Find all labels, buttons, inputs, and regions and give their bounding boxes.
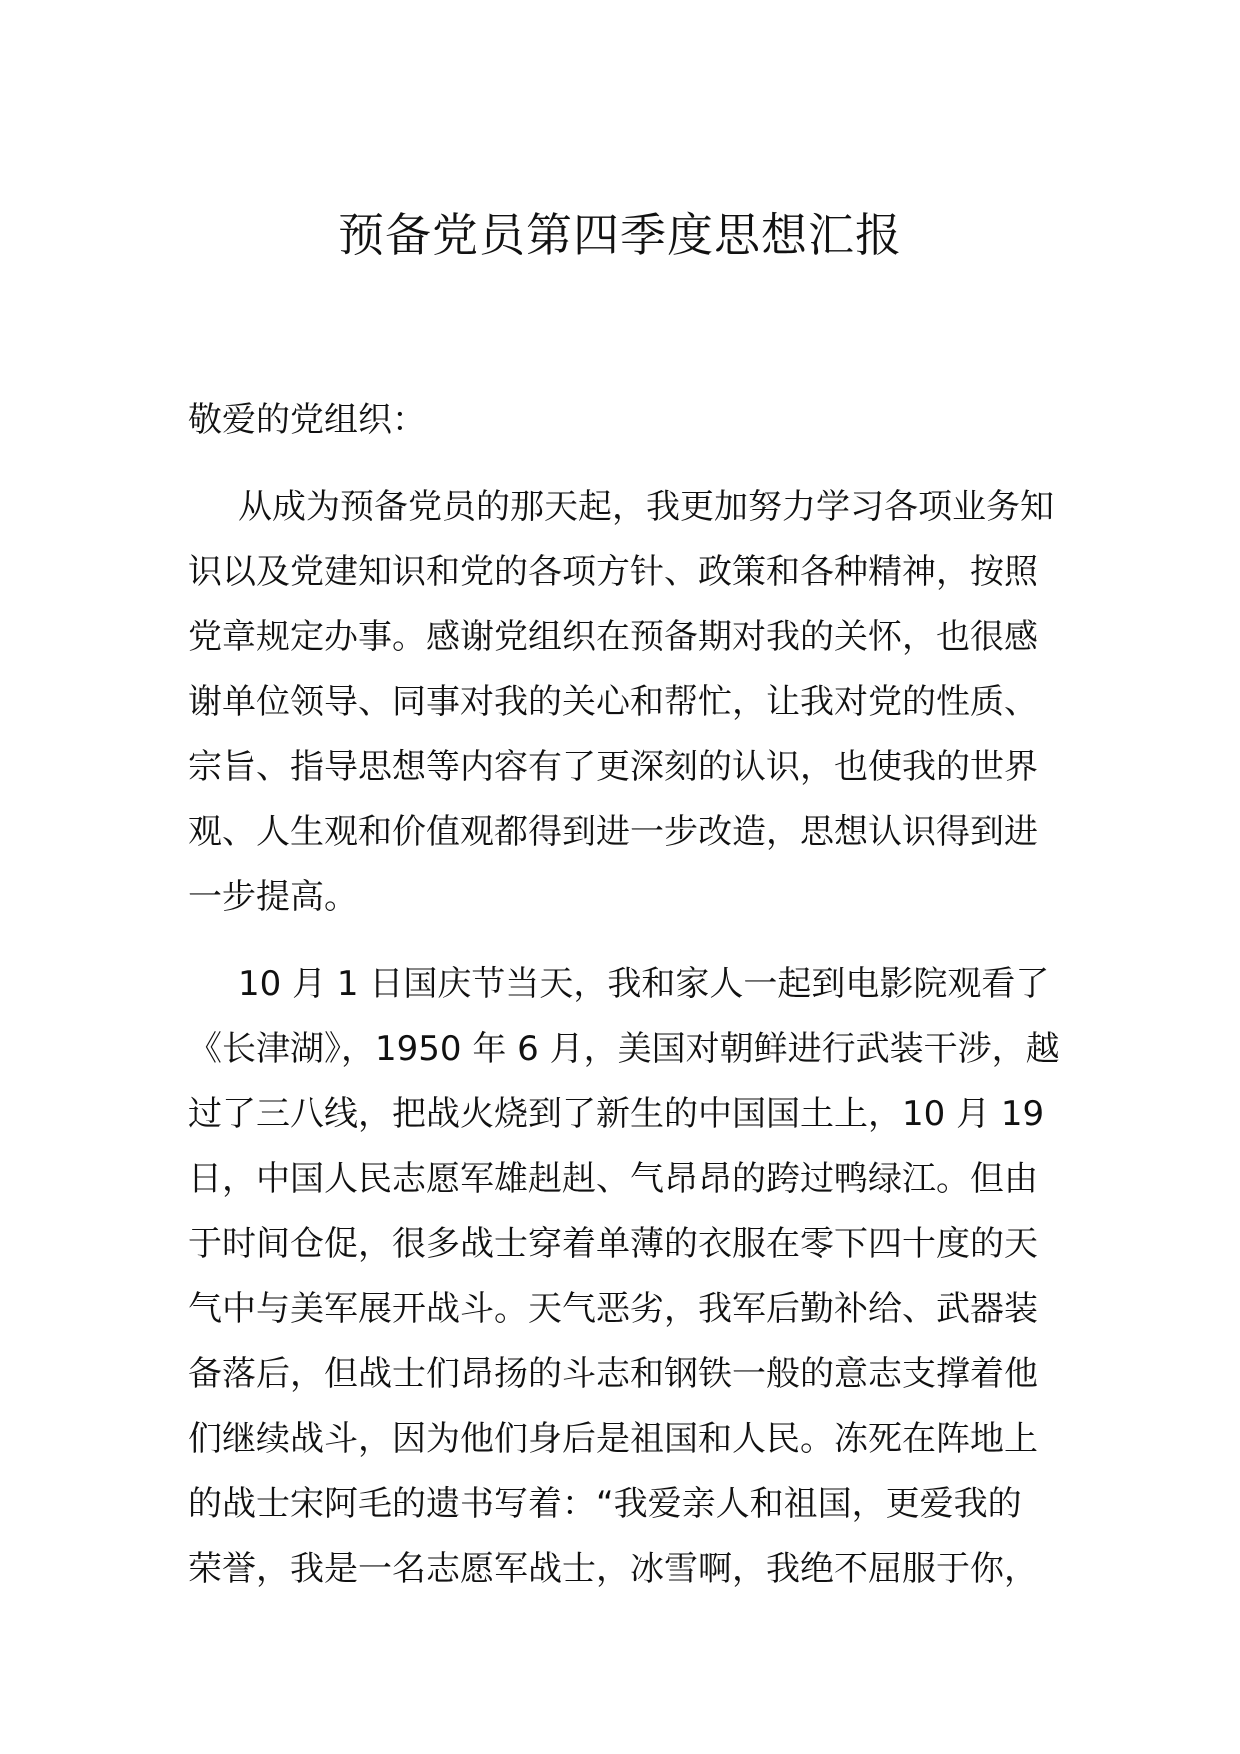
document-body [188, 388, 1058, 1602]
salutation: 敬爱的党组织： [188, 400, 426, 440]
paragraph-line: 备落后，但战士们昂扬的斗志和钢铁一般的意志支撑着他 [188, 1354, 1038, 1394]
paragraph-line: 谢单位领导、同事对我的关心和帮忙，让我对党的性质、 [188, 682, 1038, 722]
paragraph-line: 宗旨、指导思想等内容有了更深刻的认识，也使我的世界 [188, 747, 1038, 787]
paragraph-line: 过了三八线，把战火烧到了新生的中国国土上，10 月 19 [188, 1094, 1045, 1134]
paragraph-line: 《长津湖》，1950 年 6 月，美国对朝鲜进行武装干涉，越 [188, 1029, 1060, 1069]
paragraph-line: 荣誉，我是一名志愿军战士，冰雪啊，我绝不屈服于你， [188, 1549, 1038, 1589]
paragraph-line: 一步提高。 [188, 877, 358, 917]
paragraph-line: 10 月 1 日国庆节当天，我和家人一起到电影院观看了 [238, 964, 1050, 1004]
paragraph-line: 党章规定办事。感谢党组织在预备期对我的关怀，也很感 [188, 617, 1038, 657]
paragraph-line: 识以及党建知识和党的各项方针、政策和各种精神，按照 [188, 552, 1038, 592]
paragraph-line: 气中与美军展开战斗。天气恶劣，我军后勤补给、武器装 [188, 1289, 1038, 1329]
paragraph-line: 日，中国人民志愿军雄赳赳、气昂昂的跨过鸭绿江。但由 [188, 1159, 1038, 1199]
paragraph-1 [188, 475, 1058, 930]
paragraph-line: 们继续战斗，因为他们身后是祖国和人民。冻死在阵地上 [188, 1419, 1038, 1459]
paragraph-line: 观、人生观和价值观都得到进一步改造，思想认识得到进 [188, 812, 1038, 852]
document-title: 预备党员第四季度思想汇报 [338, 208, 902, 262]
paragraph-line: 于时间仓促，很多战士穿着单薄的衣服在零下四十度的天 [188, 1224, 1038, 1264]
paragraph-line: 的战士宋阿毛的遗书写着：“我爱亲人和祖国，更爱我的 [188, 1484, 1022, 1524]
paragraph-line: 从成为预备党员的那天起，我更加努力学习各项业务知 [238, 487, 1054, 527]
paragraph-2 [188, 952, 1058, 1602]
